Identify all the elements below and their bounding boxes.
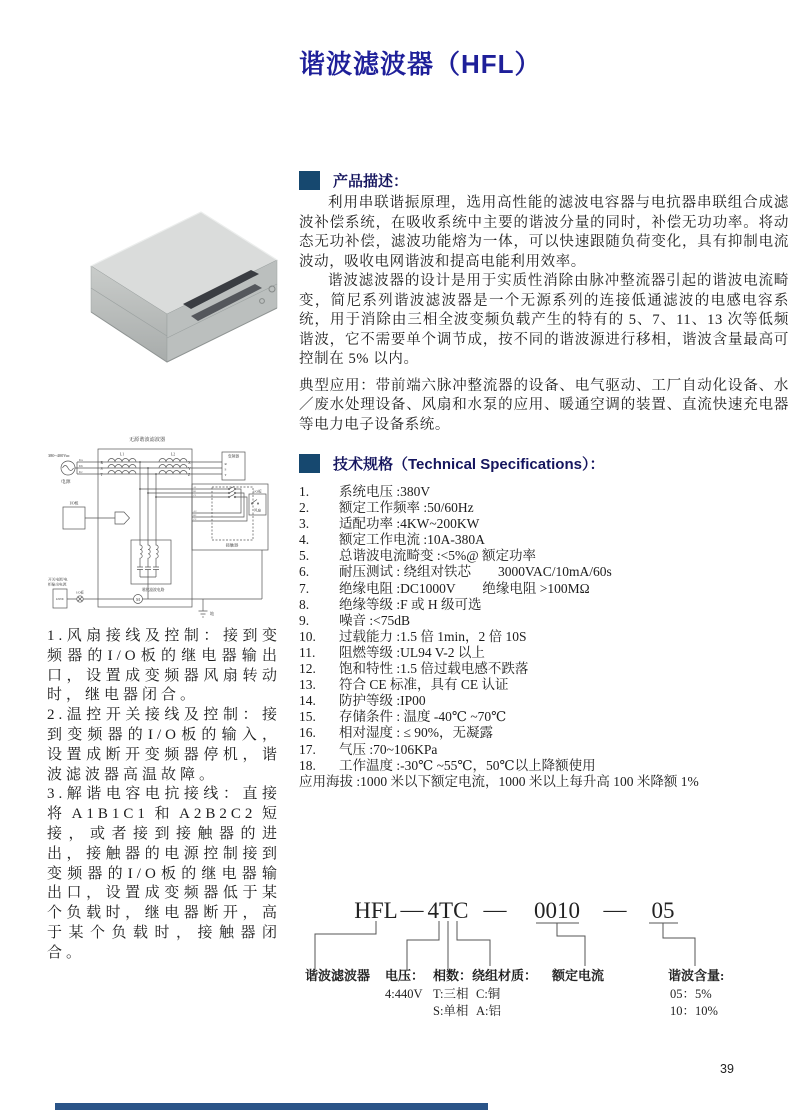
product-description bbox=[299, 194, 789, 435]
spec-rows bbox=[299, 484, 790, 774]
spec-text: 适配功率 :4KW~200KW bbox=[339, 516, 480, 532]
terminal-label: B1 bbox=[193, 489, 197, 493]
altitude-note: 应用海拔 :1000 米以下额定电流，1000 米以上每升高 100 米降额 1% bbox=[299, 773, 699, 789]
code-label-winding: 绕组材质： bbox=[472, 968, 538, 983]
input-terminal: S bbox=[100, 466, 103, 471]
spec-number: 6. bbox=[299, 564, 310, 580]
note-paragraph: 3.解谐电容电抗接线：直接将A1B1C1和A2B2C2短接，或者接到接触器的进出，接触器的电源控制接到变频器的I/O板的继电器输出口，设置成变频器低于某个负载时，继电器断开，高于某个负载时，接触器闭合。 bbox=[47, 786, 281, 961]
input-terminal: R bbox=[100, 460, 104, 465]
spec-number: 15. bbox=[299, 709, 316, 725]
spec-number: 18. bbox=[299, 757, 316, 773]
spec-text: 额定工作频率 :50/60Hz bbox=[339, 500, 474, 516]
spec-item bbox=[299, 693, 790, 709]
code-label-harmonic: 谐波含量: bbox=[668, 968, 725, 983]
output-terminal: Y bbox=[188, 466, 191, 471]
motor-label: M bbox=[136, 596, 140, 602]
spec-number: 16. bbox=[299, 725, 316, 741]
applications-paragraph: 典型应用：带前端六脉冲整流器的设备、电气驱动、工厂自动化设备、水／废水处理设备、风扇和水泵的应用、暖通空调的装置、直流快速充电器等电力电子设备系统。 bbox=[299, 377, 789, 433]
spec-number: 2. bbox=[299, 500, 310, 516]
capbank-label: 谐波滤波电路 bbox=[141, 588, 165, 592]
phase-label: Ua bbox=[79, 457, 83, 462]
section-heading-text: 产品描述： bbox=[333, 173, 409, 190]
spec-item bbox=[299, 581, 790, 597]
spec-text: 系统电压 :380V bbox=[339, 484, 431, 499]
spec-item bbox=[299, 677, 790, 693]
spec-item bbox=[299, 725, 790, 741]
description-paragraphs bbox=[299, 194, 789, 370]
spec-text: 耐压测试 : 绕组对铁芯 3000VAC/10mA/60s bbox=[339, 564, 612, 580]
terminal-label: C2 bbox=[193, 517, 197, 521]
spec-text: 相对湿度 : ≤ 90%，无凝露 bbox=[339, 725, 494, 741]
code-option: 10：10% bbox=[670, 1004, 718, 1018]
code-option: S:单相 bbox=[433, 1004, 469, 1018]
code-label-phase: 相数： bbox=[433, 968, 473, 983]
psu-label: 开关电源/电 bbox=[48, 577, 68, 582]
description-paragraph: 谐波滤波器的设计是用于实质性消除由脉冲整流器引起的谐波电流畸变，简尼系列谐波滤波器是一个无源系列的连接低通滤波的电感电容系统，用于消除由三相全波变频负载产生的特有的 5、7、11、13 次等低频谐波，它不需要单个调节成，按不同的谐波源进行移相，谐波含量最高可控制在 5% 以内。 bbox=[299, 273, 789, 367]
spec-text: 工作温度 :-30℃ ~55℃，50℃以上降额使用 bbox=[339, 757, 596, 773]
terminal-label: B2 bbox=[193, 513, 197, 517]
code-separator: — bbox=[400, 897, 424, 922]
io-board-label: I/O板 bbox=[69, 501, 79, 506]
spec-number: 9. bbox=[299, 612, 310, 628]
terminal-label: A2 bbox=[193, 509, 197, 513]
spec-number: 4. bbox=[299, 532, 310, 548]
fan-label: 风扇 bbox=[254, 508, 261, 513]
spec-item bbox=[299, 645, 790, 661]
inverter-terminal: S bbox=[224, 467, 227, 472]
code-segment: 4TC bbox=[427, 898, 469, 923]
diagram-title: 无源谐波滤波器 bbox=[128, 437, 166, 443]
io-board-label: I/O板 bbox=[76, 590, 84, 595]
spec-text: 防护等级 :IP00 bbox=[339, 693, 426, 709]
spec-text: 总谐波电流畸变 :<5%@ 额定功率 bbox=[339, 548, 537, 564]
spec-item bbox=[299, 758, 790, 774]
spec-text: 噪音 :<75dB bbox=[339, 612, 410, 628]
psu-label: 柜输出电源 bbox=[48, 582, 67, 587]
code-separator: — bbox=[483, 897, 507, 922]
spec-text: 符合 CE 标准，具有 CE 认证 bbox=[339, 677, 509, 693]
spec-item bbox=[299, 709, 790, 725]
inverter-terminal: R bbox=[224, 462, 227, 466]
spec-item bbox=[299, 516, 790, 532]
code-option: 05：5% bbox=[670, 987, 712, 1001]
model-code-segments bbox=[354, 897, 674, 923]
section-heading-specs bbox=[299, 453, 604, 474]
phase-label: Ub bbox=[79, 463, 83, 468]
code-option: T:三相 bbox=[433, 987, 469, 1001]
phase-label: Uc bbox=[79, 469, 83, 474]
spec-list bbox=[299, 484, 790, 790]
terminal-label: A1 bbox=[193, 485, 197, 489]
spec-item bbox=[299, 597, 790, 613]
section-heading-description bbox=[299, 170, 408, 191]
wiring-notes bbox=[47, 627, 281, 964]
code-segment: HFL bbox=[354, 898, 398, 923]
spec-text: 阻燃等级 :UL94 V-2 以上 bbox=[339, 644, 485, 660]
spec-item bbox=[299, 532, 790, 548]
description-paragraph: 利用串联谐振原理，选用高性能的滤波电容器与电抗器串联组合成滤波补偿系统，在吸收系统中主要的谐波分量的同时，补偿无功功率。将动态无功补偿，滤波功能熔为一体，可以快速跟随负荷变化，具有抑制电流波动，吸收电网谐波和提高电能利用效率。 bbox=[299, 195, 789, 270]
spec-number: 10. bbox=[299, 628, 316, 644]
spec-number: 1. bbox=[299, 484, 310, 499]
spec-number: 14. bbox=[299, 693, 316, 709]
input-terminal: T bbox=[100, 472, 103, 477]
spec-item bbox=[299, 742, 790, 758]
spec-item bbox=[299, 484, 790, 500]
filter-device-illustration bbox=[91, 212, 277, 362]
spec-item bbox=[299, 629, 790, 645]
page-number: 39 bbox=[720, 1062, 734, 1076]
code-option: C:铜 bbox=[476, 987, 501, 1001]
spec-number: 5. bbox=[299, 548, 310, 564]
code-label-product: 谐波滤波器 bbox=[305, 968, 371, 983]
code-option: 4:440V bbox=[385, 987, 423, 1001]
code-label-current: 额定电流 bbox=[552, 968, 605, 983]
spec-item bbox=[299, 613, 790, 629]
spec-number: 17. bbox=[299, 741, 316, 757]
code-option: A:铝 bbox=[476, 1004, 502, 1018]
coil-label: L1 bbox=[119, 452, 125, 457]
ground-label: 地 bbox=[210, 611, 214, 616]
source-label: 电源 bbox=[61, 480, 71, 485]
spec-item bbox=[299, 661, 790, 677]
code-label-voltage: 电压： bbox=[385, 968, 425, 983]
note-paragraph: 2.温控开关接线及控制：接到变频器的I/O板的输入，设置成断开变频器停机，谐波滤波器高温故障。 bbox=[47, 707, 281, 783]
contactor-label: 接触器 bbox=[225, 542, 239, 548]
spec-text: 额定工作电流 :10A-380A bbox=[339, 532, 485, 548]
spec-text: 绝缘电阻 :DC1000V 绝缘电阻 >100MΩ bbox=[339, 580, 590, 596]
section-square-icon bbox=[299, 454, 320, 473]
note-paragraph: 1.风扇接线及控制：接到变频器的I/O板的继电器输出口，设置成变频器风扇转动时，继电器闭合。 bbox=[47, 628, 281, 704]
spec-text: 存储条件 : 温度 -40℃ ~70℃ bbox=[339, 709, 507, 725]
code-segment: 05 bbox=[651, 898, 675, 923]
section-square-icon bbox=[299, 171, 320, 190]
spec-text: 气压 :70~106KPa bbox=[339, 741, 438, 757]
footer-bar bbox=[55, 1103, 488, 1110]
spec-number: 8. bbox=[299, 596, 310, 612]
spec-item bbox=[299, 500, 790, 516]
spec-text: 过载能力 :1.5 倍 1min，2 倍 10S bbox=[339, 628, 527, 644]
inverter-terminal: T bbox=[224, 473, 227, 477]
model-code-diagram bbox=[300, 888, 770, 1038]
psu-value: 24VDC bbox=[55, 598, 65, 601]
output-terminal: Z bbox=[188, 472, 191, 477]
model-code-connectors bbox=[315, 921, 695, 970]
coil-label: L2 bbox=[170, 452, 176, 457]
io-box bbox=[63, 507, 85, 529]
wiring-diagram bbox=[45, 427, 290, 627]
io-board-label: I/O板 bbox=[253, 489, 262, 494]
spec-item bbox=[299, 564, 790, 580]
spec-number: 13. bbox=[299, 677, 316, 693]
spec-item bbox=[299, 548, 790, 564]
spec-number: 7. bbox=[299, 580, 310, 596]
spec-number: 11. bbox=[299, 644, 316, 660]
section-heading-text: 技术规格（Technical Specifications）： bbox=[333, 456, 605, 473]
product-photo bbox=[55, 200, 290, 375]
contactor-contacts bbox=[228, 486, 236, 497]
spec-number: 12. bbox=[299, 661, 316, 677]
output-terminal: X bbox=[188, 460, 191, 465]
filter-box bbox=[98, 449, 192, 607]
source-voltage-label: 380~400Vac bbox=[48, 453, 70, 458]
capacitor-bank-box bbox=[131, 540, 171, 584]
spec-number: 3. bbox=[299, 516, 310, 532]
terminal-label: C1 bbox=[193, 493, 197, 497]
inverter-label: 变频器 bbox=[227, 454, 240, 459]
code-separator: — bbox=[603, 897, 627, 922]
spec-text: 绝缘等级 :F 或 H 级可选 bbox=[339, 596, 482, 612]
code-segment: 0010 bbox=[534, 898, 580, 923]
page-title: 谐波滤波器（HFL） bbox=[299, 49, 542, 79]
spec-text: 饱和特性 :1.5 倍过载电感不跌落 bbox=[339, 661, 529, 677]
